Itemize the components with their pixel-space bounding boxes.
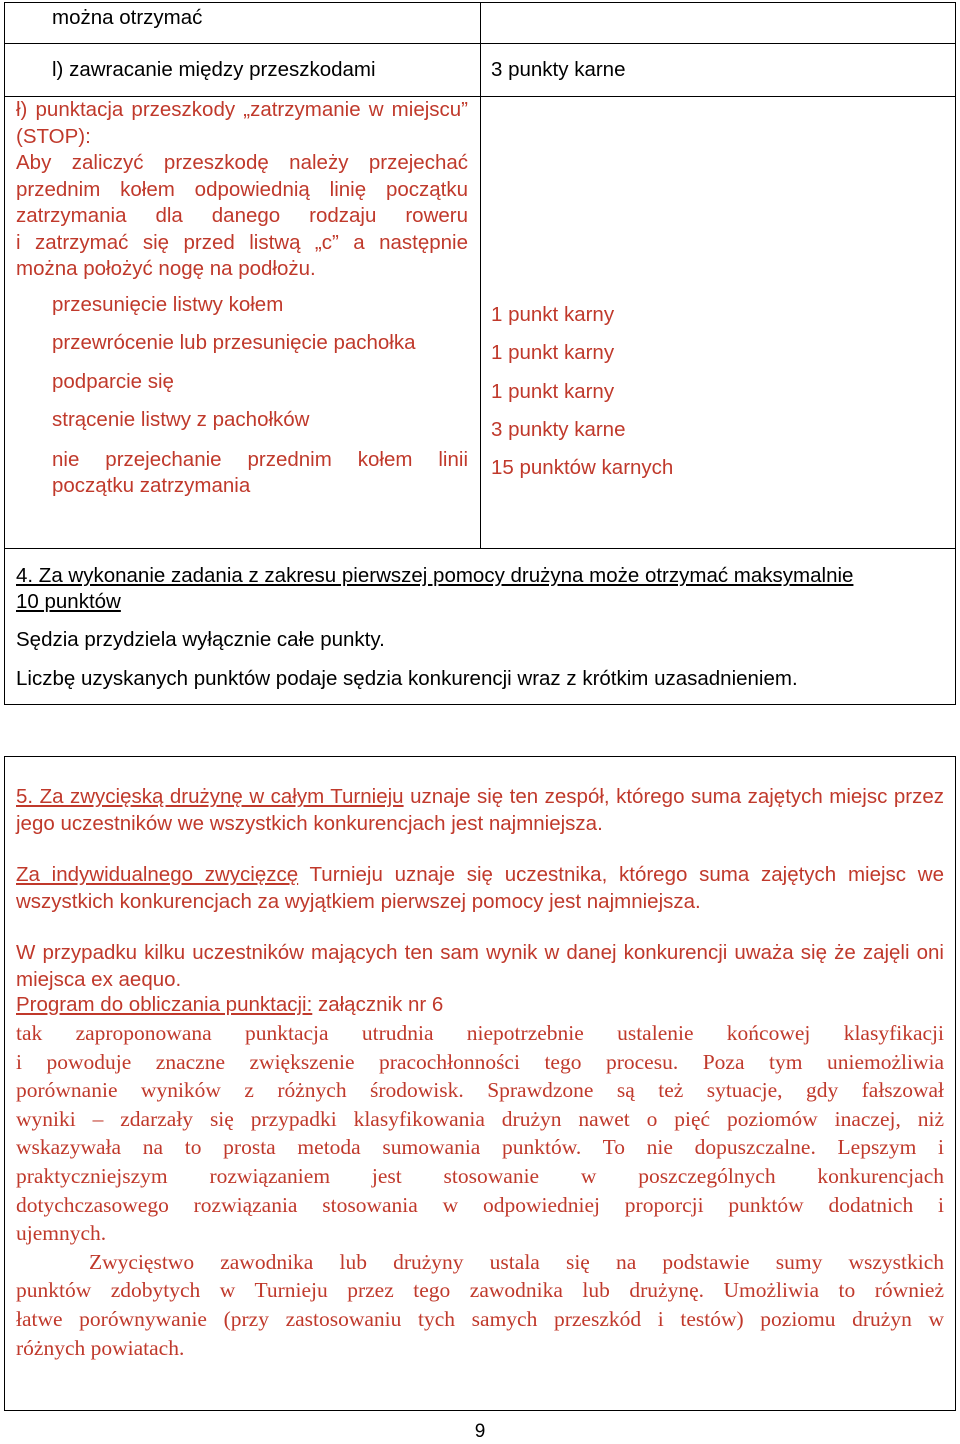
winner-individual-label: Za indywidualnego zwycięzcę: [16, 863, 299, 886]
comment2-line: różnych powiatach.: [16, 1335, 185, 1360]
comment-line: ujemnych.: [16, 1221, 107, 1246]
section-4-text: Liczbę uzyskanych punktów podaje sędzia konkurencji wraz z krótkim uzasadnieniem.: [16, 667, 798, 690]
winner-individual-text: Turnieju uznaje się uczestnika, którego suma zajętych miejsc we wszystkich konkurencjach za wyjątkiem pierwszej pomocy jest najmniejsza.: [16, 863, 945, 913]
program-label: Program do obliczania punktacji:: [16, 993, 313, 1016]
winner-team-text: uznaje się ten zespół, którego suma zajętych miejsc przez jego uczestników we wszystkich konkurencjach jest najmniejsza.: [16, 785, 944, 835]
penalty-points: 15 punktów karnych: [491, 456, 674, 479]
comment-block: [16, 1019, 944, 1362]
penalty-points: 1 punkt karny: [491, 303, 615, 326]
table-cell-row2-left: l) zawracanie między przeszkodami: [52, 58, 376, 81]
comment-line: tak zaproponowana punktacja utrudnia niepotrzebnie ustalenie końcowej klasyfikacji: [16, 1021, 944, 1045]
comment-line: i powoduje znaczne zwiększenie pracochłonności tego procesu. Poza tym uniemożliwia: [16, 1049, 944, 1074]
penalty-item: przesunięcie listwy kołem: [52, 293, 284, 316]
penalty-points: 1 punkt karny: [491, 380, 615, 403]
penalty-item: strącenie listwy z pachołków: [52, 408, 310, 431]
comment2-line: punktów zdobytych w Turnieju przez tego zawodnika lub drużynę. Umożliwia to również: [16, 1278, 944, 1303]
stop-desc-line: zatrzymania dla danego rodzaju roweru: [16, 204, 468, 227]
page-number: 9: [474, 1421, 486, 1442]
penalty-item: nie przejechanie przednim kołem linii początku zatrzymania: [52, 448, 468, 497]
table-cell-row1-left: można otrzymać: [52, 6, 203, 29]
table-cell-row2-right: 3 punkty karne: [491, 58, 626, 81]
section-4-text: Sędzia przydziela wyłącznie całe punkty.: [16, 628, 385, 651]
penalty-item: przewrócenie lub przesunięcie pachołka: [52, 331, 416, 354]
winner-team-paragraph: [16, 784, 944, 837]
penalty-points: 3 punkty karne: [491, 418, 626, 441]
penalty-points: 1 punkt karny: [491, 341, 615, 364]
comment-line: dotychczasowego rozwiązania stosowania w odpowiedniej proporcji punktów dodatnich i: [16, 1192, 944, 1217]
section-4-heading: 4. Za wykonanie zadania z zakresu pierwszej pomocy drużyna może otrzymać maksymalnie: [16, 564, 854, 587]
comment-line: praktyczniejszym rozwiązaniem jest stosowanie w poszczególnych konkurencjach: [16, 1163, 944, 1188]
comment-line: porównanie wyników z różnych środowisk. Sprawdzone są też sytuacje, gdy fałszował: [16, 1078, 944, 1103]
stop-heading: ł) punktacja przeszkody „zatrzymanie w miejscu” (STOP):: [16, 98, 468, 148]
program-line: [16, 993, 443, 1017]
winner-individual-paragraph: [16, 862, 944, 915]
stop-obstacle-description: [16, 97, 468, 283]
stop-desc-line: przednim kołem odpowiednią linię początku: [16, 177, 468, 201]
comment-line: wskazywała na to prosta metoda sumowania punktów. To nie dopuszczalne. Lepszym i: [16, 1135, 944, 1160]
stop-desc-line: i zatrzymać się przed listwą „c” a następnie: [16, 230, 468, 254]
stop-desc-line: można położyć nogę na podłożu.: [16, 257, 316, 280]
stop-desc-line: Aby zaliczyć przeszkodę należy przejechać: [16, 151, 468, 174]
comment2-line: Zwycięstwo zawodnika lub drużyny ustala się na podstawie sumy wszystkich: [89, 1249, 944, 1274]
winner-team-label: 5. Za zwycięską drużynę w całym Turnieju: [16, 785, 404, 808]
program-text: załącznik nr 6: [312, 993, 444, 1016]
ex-aequo-paragraph: W przypadku kilku uczestników mających ten sam wynik w danej konkurencji uważa się że zajęli oni miejsca ex aequo.: [16, 941, 944, 991]
comment-line: wyniki – zdarzały się przypadki klasyfikowania drużyn nawet o pięć poziomów inaczej, niż: [16, 1106, 944, 1131]
comment2-line: łatwe porównywanie (przy zastosowaniu tych samych przeszkód i testów) poziomu drużyn w: [16, 1306, 944, 1331]
section-4-heading-cont: 10 punktów: [16, 590, 121, 613]
penalty-item: podparcie się: [52, 370, 174, 393]
